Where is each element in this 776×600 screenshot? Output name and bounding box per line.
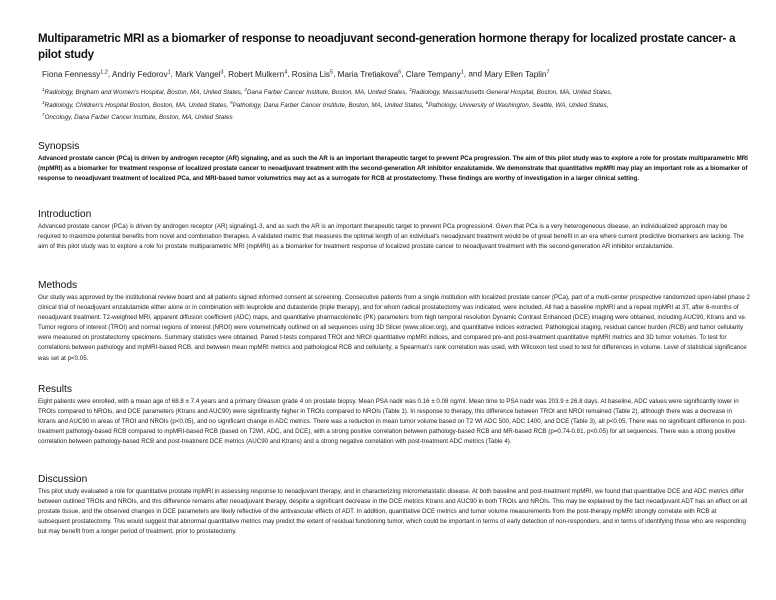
- author: Rosina Lis$^5$: [291, 69, 334, 79]
- section-heading: Methods: [38, 280, 78, 291]
- affiliation: $^2$Dana Farber Cancer Institute, Boston, MA, United States,: [244, 87, 409, 97]
- section-body: Our study was approved by the institutional review board and all patients signed informed consent at screening. Consecutive patients from a single institution with localized prostate cancer (PCa), part of a multi-center prospective randomized open-label phase 2 clinical trial of neoadjuvant enzalutamide either alone or in combination with leuprolide and dutasteride (triple therapy), and for whom radical prostatectomy was indicated, were included. All had a baseline mpMRI and a repeat mpMRI at 3T, after 6-months of neoadjuvant treatment. T2-weighted MRI, apparent diffusion coefficient (ADC) maps, and quantitative pharmacokinetic (PK) parameters from high temporal resolution Dynamic Contrast Enhanced (DCE) imaging were obtained, including AUC90, Ktrans and ve. Tumor regions of interest (TROI) and normal regions of interest (NROI) were volumetrically outlined on all sequences using 3D Slicer (www.slicer.org), and quantitative indices extracted. Pathological staging, residual cancer burden (RCB) and tumor cellularity were measured on prostatectomy specimens. Summary statistics were obtained. Paired t-tests compared TROI and NROI quantitative mpMRI indices, and compared pre-and post-treatment quantitative mpMRI metrics and 3D tumor volumes. To test for correlations between pathology and mpMRI-based RCB, and between mean mpMRI metrics and pathological RCB and cellularity, a Spearman's rank correlation was used, with Wilcoxon test used to test for differences in volume. Level of statistical significance was set at p<0.05.: [38, 294, 750, 362]
- author: Mark Vangel$^3$: [175, 69, 224, 79]
- section-body: Eight patients were enrolled, with a mean age of 68.8 ± 7.4 years and a primary Gleason grade 4 on prostate biopsy. Mean PSA nadir was 0.16 ± 0.08 ng/ml. Mean time to PSA nadir was 203.9 ± 26.8 days. At baseline, ADC values were significantly lower in TROIs compared to NROIs, and DCE parameters (Ktrans and AUC90) were significantly higher in TROIs compared to NROIs (Table 1). In response to therapy, this difference between TROI and NROI remained (Table 2), although there was a decrease in Ktrans and AUC90 in areas of TROI and NROIs (p<0.05), and no significant change in ADC metrics. There was a reduction in mean tumor volume based on T2 WI ADC 500, ADC 1400, and DCE (Table 3), all p<0.05. There was no significant difference in post-treatment pathology-based RCB compared to mpMRI-based RCB (based on T2WI, ADC, and DCE), with a strong positive correlation between pathology-based RCB and MR-based RCB (p=0.74-0.81, p<0.05) for all sequences. There was a strong positive correlation between pathology-based RCB and post-treatment DCE metrics (AUC90 and Ktrans) and a strong negative correlation with post-treatment ADC metrics (Table 4).: [38, 398, 747, 446]
- synopsis-section: [38, 141, 750, 184]
- section-body: Advanced prostate cancer (PCa) is driven by androgen receptor (AR) signaling, and as such the AR is an important therapeutic target to prevent PCa progression. The aim of this pilot study was to explore a role for prostate multiparametric MRI (mpMRI) as a biomarker for treatment response of localized prostate cancer to neoadjuvant treatment with the second-generation AR inhibitor enzalutamide. We demonstrate that quantitative mpMRI may play an important role as a biomarker of response to neoadjuvant treatment of localized PCa, and MRI-based tumor volumetrics may act as a surrogate for RCB at prostatectomy. These findings are worthy of investigation in a larger clinical setting.: [38, 155, 748, 183]
- discussion-section: [38, 474, 750, 537]
- paper-title: Multiparametric MRI as a biomarker of response to neoadjuvant second-generation hormone therapy for localized prostate cancer- a pilot study: [38, 32, 736, 61]
- affiliation: $^3$Radiology, Massachusetts General Hospital, Boston, MA, United States,: [408, 87, 613, 97]
- affiliation: $^6$Pathology, University of Washington, Seattle, WA, United States,: [425, 99, 609, 109]
- author: Clare Tempany$^1$: [405, 69, 464, 79]
- affiliations: [42, 85, 750, 123]
- author: Robert Mulkern$^4$: [228, 69, 288, 79]
- author: Maria Tretiakova$^6$: [337, 69, 402, 79]
- affiliation: $^7$Oncology, Dana Farber Cancer Institute, Boston, MA, United States: [42, 112, 233, 122]
- section-body: This pilot study evaluated a role for quantitative prostate mpMRI in assessing response to neoadjuvant therapy, and in characterizing micrometastatic disease. At both baseline and post-treatment mpMRI, we found that quantitative DCE and ADC metrics differ between outlined TROIs and NROIs, and this difference remains after neoadjuvant therapy, despite a significant decrease in the DCE metrics Ktrans and AUC90 in both TROIs and NROIs. This may be explained by the fact neoadjuvant ADT has an effect on all prostate tissue, and the observed changes in DCE parameters are likely reflective of the antivascular effects of ADT. In addition, quantitative DCE metrics and tumor volume measurements from the post-therapy mpMRI strongly correlate with RCB at subsequent prostatectomy. This would suggest that abnormal quantitative metrics may predict the extent of residual functioning tumor, which could be important in terms of early detection of non-responders, and in terms of identifying those who are responding but may benefit from a longer period of treatment, prior to prostatectomy.: [38, 488, 748, 536]
- author: Andriy Fedorov$^1$: [112, 69, 171, 79]
- section-body: Advanced prostate cancer (PCa) is driven by androgen receptor (AR) signaling1-3, and as such the AR is an important therapeutic target to prevent PCa progression4. Given that PCa is a very heterogeneous disease, an individualized approach may be required to maximize potential benefits from novel and combination therapies. A validated metric that measures the optimal length of an individual's neoadjuvant treatment would be of great benefit in an era where current predictive biomarkers are lacking. The aim of this pilot study was to explore a role for prostate multiparametric MRI (mpMRI) as a biomarker for treatment response of localized prostate cancer to neoadjuvant treatment with the second-generation AR inhibitor enzalutamide.: [38, 223, 744, 251]
- affiliation: $^4$Radiology, Children's Hospital Boston, Boston, MA, United States,: [42, 99, 231, 109]
- author-list: Fiona Fennessy$^{1,2}$, Andriy Fedorov$^1$, Mark Vangel$^3$, Robert Mulkern$^4$, Rosina Lis$^5$, Maria Tretiakova$^6$, Clare Tempany$^1$, and Mary Ellen Taplin$^7$: [42, 69, 550, 79]
- results-section: [38, 384, 750, 447]
- section-heading: Discussion: [38, 474, 88, 485]
- introduction-section: [38, 209, 750, 252]
- affiliation: $^5$Pathology, Dana Farber Cancer Institute, Boston, MA, United States,: [230, 99, 426, 109]
- author: Fiona Fennessy$^{1,2}$: [42, 69, 108, 79]
- section-heading: Synopsis: [38, 141, 80, 152]
- methods-section: [38, 280, 750, 364]
- affiliation: $^1$Radiology, Brigham and Women's Hospital, Boston, MA, United States,: [42, 87, 245, 97]
- author: Mary Ellen Taplin$^7$: [484, 69, 550, 79]
- section-heading: Results: [38, 384, 72, 395]
- section-heading: Introduction: [38, 209, 92, 220]
